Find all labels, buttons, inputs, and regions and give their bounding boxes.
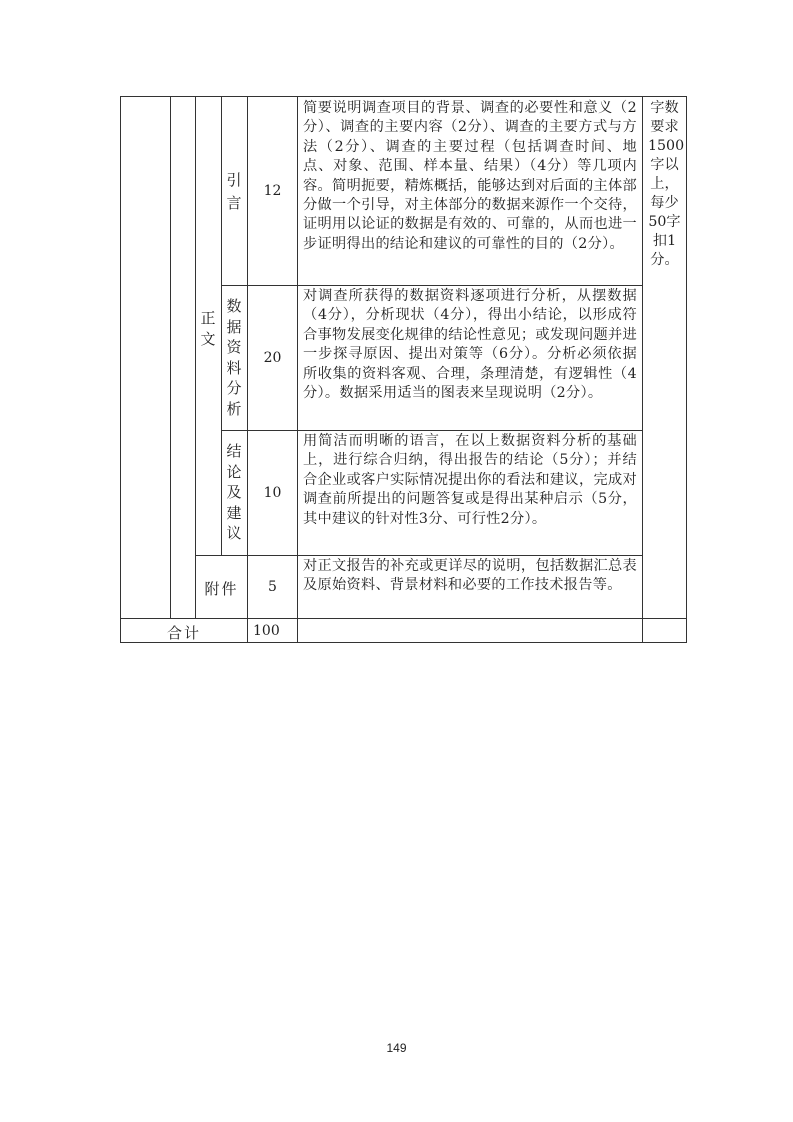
section-char: 数 <box>226 297 242 315</box>
section-char: 料 <box>226 358 242 377</box>
section-char: 资 <box>226 338 242 356</box>
row-divider <box>195 555 642 556</box>
section-char: 引 <box>226 171 242 189</box>
section-char: 结 <box>226 442 242 460</box>
section-char: 言 <box>226 193 242 212</box>
group-label-main-body <box>198 308 218 349</box>
score-appendix: 5 <box>268 579 277 595</box>
group-char: 文 <box>200 329 216 348</box>
section-label-data-analysis <box>224 296 244 419</box>
section-label-introduction <box>224 170 244 213</box>
row-divider <box>221 430 642 431</box>
section-char: 据 <box>226 317 242 336</box>
total-label: 合计 <box>166 624 201 642</box>
column-divider <box>642 96 643 643</box>
column-divider <box>297 96 298 643</box>
group-char: 正 <box>200 309 216 327</box>
row-divider <box>120 618 687 619</box>
criteria-introduction: 简要说明调查项目的背景、调查的必要性和意义（2分）、调查的主要内容（2分）、调查的主要方式与方法（2分）、调查的主要过程（包括调查时间、地点、对象、范围、样本量、结果）（4分）等几项内容。简明扼要，精炼概括，能够达到对后面的主体部分做一个引导，对主体部分的数据来源作一个交待，证明用以论证的数据是有效的、可靠的，从而也进一步证明得出的结论和建议的可靠性的目的（2分）。 <box>303 100 637 252</box>
score-introduction: 12 <box>263 183 282 199</box>
page-number: 149 <box>386 1041 407 1055</box>
column-divider <box>221 96 222 556</box>
section-char: 论 <box>226 462 242 481</box>
score-conclusion: 10 <box>263 485 282 501</box>
appendix-label: 附件 <box>204 580 239 598</box>
criteria-data-analysis: 对调查所获得的数据资料逐项进行分析，从摆数据（4分），分析现状（4分），得出小结论，以形成符合事物发展变化规律的结论性意见；或发现问题并进一步探寻原因、提出对策等（6分）。分析必须依据所收集的资料客观、合理，条理清楚，有逻辑性（4分）。数据采用适当的图表来呈现说明（2分）。 <box>303 288 637 402</box>
table-right-border <box>686 96 687 643</box>
column-divider <box>247 96 248 643</box>
section-char: 建 <box>226 503 242 522</box>
section-char: 析 <box>226 399 242 418</box>
section-char: 议 <box>226 524 242 542</box>
criteria-conclusion: 用简洁而明晰的语言，在以上数据资料分析的基础上，进行综合归纳，得出报告的结论（5分）；并结合企业或客户实际情况提出你的看法和建议，完成对调查前所提出的问题答复或是得出某种启示（5分，其中建议的针对性3分、可行性2分）。 <box>303 433 637 527</box>
section-label-conclusion <box>224 441 244 544</box>
table-top-border <box>120 96 687 97</box>
total-score: 100 <box>253 623 280 639</box>
table-left-border <box>120 96 121 643</box>
word-count-note: 字数要求1500字以上，每少50字扣1分。 <box>648 100 685 268</box>
column-divider <box>195 96 196 619</box>
column-divider <box>170 96 171 619</box>
section-char: 分 <box>226 379 242 397</box>
criteria-appendix: 对正文报告的补充或更详尽的说明，包括数据汇总表及原始资料、背景材料和必要的工作技术报告等。 <box>303 558 637 594</box>
score-data-analysis: 20 <box>263 350 282 366</box>
section-char: 及 <box>226 483 242 501</box>
row-divider <box>221 285 642 286</box>
